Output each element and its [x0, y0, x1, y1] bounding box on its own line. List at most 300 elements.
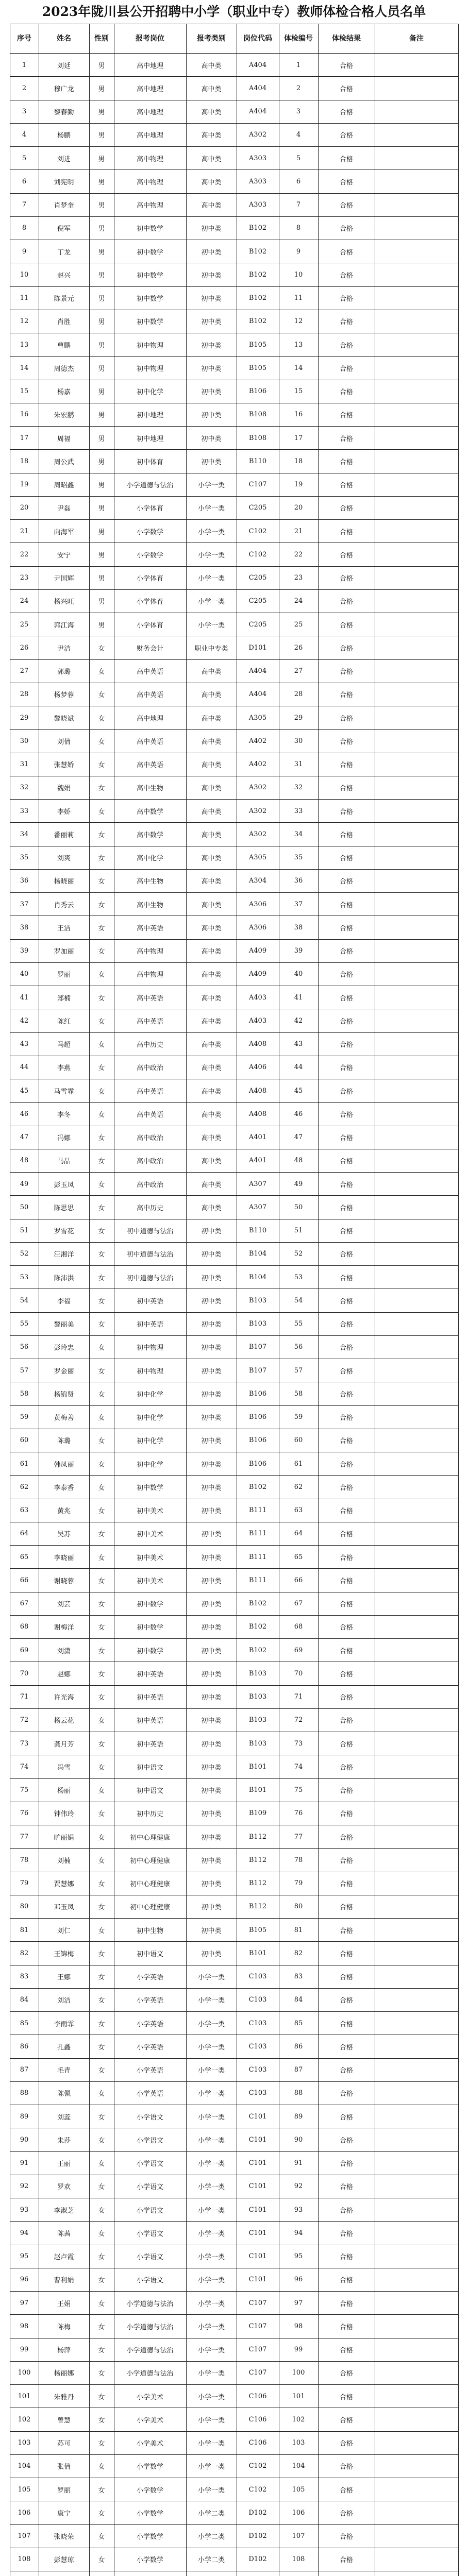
cell-name: 毛青	[39, 2058, 89, 2081]
cell-name: 黄兆	[39, 1499, 89, 1522]
cell-category: 小学一类	[186, 2105, 237, 2128]
cell-gender: 男	[89, 333, 114, 357]
table-row	[10, 2175, 458, 2198]
cell-position: 初中化学	[114, 1382, 186, 1405]
cell-position-code: C101	[237, 2128, 279, 2151]
cell-result: 合格	[318, 1522, 375, 1545]
cell-name: 李雨霏	[39, 2012, 89, 2035]
cell-result: 合格	[318, 566, 375, 589]
cell-gender: 女	[89, 2385, 114, 2408]
cell-name: 马超	[39, 1032, 89, 1056]
cell-position-code: B106	[237, 1452, 279, 1476]
cell-gender: 女	[89, 1312, 114, 1335]
cell-exam-number: 94	[279, 2222, 318, 2245]
cell-serial: 46	[10, 1103, 39, 1126]
cell-exam-number: 106	[279, 2501, 318, 2524]
cell-position: 初中语文	[114, 1942, 186, 1965]
cell-name: 罗雪花	[39, 1219, 89, 1242]
table-row	[10, 1289, 458, 1312]
cell-result: 合格	[318, 1942, 375, 1965]
cell-position: 初中心理健康	[114, 1825, 186, 1849]
cell-position-code: A404	[237, 77, 279, 100]
cell-position-code: A307	[237, 1173, 279, 1196]
cell-name: 李冬	[39, 1103, 89, 1126]
cell-remarks	[375, 2385, 458, 2408]
table-row	[10, 1173, 458, 1196]
table-row	[10, 1755, 458, 1778]
cell-position: 初中物理	[114, 1335, 186, 1359]
table-row	[10, 706, 458, 730]
cell-serial: 50	[10, 1196, 39, 1219]
cell-remarks	[375, 916, 458, 939]
cell-name: 罗加丽	[39, 939, 89, 962]
cell-serial: 90	[10, 2128, 39, 2151]
cell-gender: 女	[89, 2338, 114, 2361]
cell-gender: 女	[89, 893, 114, 916]
cell-remarks	[375, 2058, 458, 2081]
cell-category: 小学一类	[186, 2012, 237, 2035]
cell-name: 龚月芳	[39, 1732, 89, 1755]
cell-result: 合格	[318, 2385, 375, 2408]
cell-position: 小学英语	[114, 2058, 186, 2081]
cell-serial: 80	[10, 1895, 39, 1918]
cell-name: 杨兴旺	[39, 589, 89, 613]
cell-exam-number: 77	[279, 1825, 318, 1849]
cell-position-code: B105	[237, 1919, 279, 1942]
cell-exam-number	[279, 2571, 318, 2576]
cell-category: 小学一类	[186, 2081, 237, 2105]
cell-gender: 男	[89, 216, 114, 240]
cell-serial: 97	[10, 2292, 39, 2315]
cell-position: 初中化学	[114, 380, 186, 403]
table-row	[10, 2035, 458, 2058]
cell-gender: 女	[89, 2431, 114, 2454]
cell-result: 合格	[318, 1079, 375, 1103]
cell-result: 合格	[318, 123, 375, 146]
cell-name: 冯娜	[39, 1126, 89, 1149]
table-row	[10, 893, 458, 916]
cell-remarks	[375, 1755, 458, 1778]
cell-position: 小学道德与法治	[114, 2292, 186, 2315]
cell-position-code: A303	[237, 170, 279, 193]
cell-exam-number: 74	[279, 1755, 318, 1778]
table-row	[10, 1825, 458, 1849]
table-row	[10, 123, 458, 146]
cell-position-code: A302	[237, 800, 279, 823]
cell-remarks	[375, 520, 458, 543]
cell-category: 小学一类	[186, 543, 237, 566]
cell-remarks	[375, 1546, 458, 1569]
cell-exam-number: 48	[279, 1149, 318, 1172]
cell-name: 钟伟玲	[39, 1802, 89, 1825]
cell-gender: 女	[89, 1708, 114, 1732]
cell-gender: 女	[89, 1615, 114, 1638]
cell-result: 合格	[318, 683, 375, 706]
table-row	[10, 2431, 458, 2454]
cell-name: 杨丽娜	[39, 2361, 89, 2384]
table-row	[10, 1919, 458, 1942]
cell-category: 小学一类	[186, 473, 237, 496]
cell-gender: 男	[89, 520, 114, 543]
cell-serial: 22	[10, 543, 39, 566]
cell-serial: 59	[10, 1405, 39, 1429]
cell-category: 初中类	[186, 1335, 237, 1359]
cell-serial: 81	[10, 1919, 39, 1942]
cell-category: 小学一类	[186, 2408, 237, 2431]
cell-result: 合格	[318, 1359, 375, 1382]
cell-result: 合格	[318, 2058, 375, 2081]
cell-position-code: C103	[237, 2081, 279, 2105]
cell-name: 赵兴	[39, 263, 89, 286]
cell-result: 合格	[318, 1499, 375, 1522]
table-row	[10, 147, 458, 170]
cell-name: 刘洁	[39, 1988, 89, 2011]
cell-category: 高中类	[186, 1056, 237, 1079]
cell-gender: 女	[89, 1849, 114, 1872]
cell-serial: 28	[10, 683, 39, 706]
cell-gender: 女	[89, 1476, 114, 1499]
cell-name: 张倩	[39, 2454, 89, 2478]
cell-result: 合格	[318, 1802, 375, 1825]
cell-category: 小学一类	[186, 2385, 237, 2408]
cell-exam-number: 104	[279, 2454, 318, 2478]
cell-exam-number: 46	[279, 1103, 318, 1126]
cell-exam-number: 107	[279, 2524, 318, 2548]
table-row	[10, 1988, 458, 2011]
cell-exam-number: 44	[279, 1056, 318, 1079]
cell-serial: 55	[10, 1312, 39, 1335]
cell-serial: 95	[10, 2245, 39, 2268]
cell-result: 合格	[318, 2268, 375, 2291]
table-row	[10, 1569, 458, 1592]
cell-gender: 男	[89, 380, 114, 403]
cell-result: 合格	[318, 1708, 375, 1732]
table-row	[10, 1103, 458, 1126]
table-row	[10, 2548, 458, 2571]
cell-result: 合格	[318, 2524, 375, 2548]
cell-serial: 70	[10, 1662, 39, 1685]
cell-position-code: A409	[237, 962, 279, 986]
cell-result: 合格	[318, 403, 375, 426]
cell-result: 合格	[318, 520, 375, 543]
cell-exam-number: 89	[279, 2105, 318, 2128]
table-row	[10, 1056, 458, 1079]
cell-position: 高中地理	[114, 123, 186, 146]
cell-position: 初中语文	[114, 1778, 186, 1802]
table-row	[10, 1592, 458, 1615]
cell-gender: 女	[89, 1942, 114, 1965]
cell-name: 尹洁	[39, 636, 89, 659]
cell-exam-number: 17	[279, 427, 318, 450]
cell-remarks	[375, 589, 458, 613]
cell-position-code: D102	[237, 2524, 279, 2548]
cell-remarks	[375, 2338, 458, 2361]
cell-category: 初中类	[186, 1592, 237, 1615]
cell-gender: 女	[89, 1522, 114, 1545]
cell-result: 合格	[318, 1312, 375, 1335]
cell-serial: 96	[10, 2268, 39, 2291]
cell-category: 小学一类	[186, 566, 237, 589]
cell-result: 合格	[318, 1242, 375, 1265]
cell-serial: 31	[10, 753, 39, 776]
cell-result: 合格	[318, 54, 375, 77]
cell-gender: 女	[89, 869, 114, 892]
cell-position-code: C107	[237, 2315, 279, 2338]
table-row	[10, 1708, 458, 1732]
cell-exam-number: 62	[279, 1476, 318, 1499]
cell-gender: 女	[89, 1056, 114, 1079]
cell-category: 小学一类	[186, 2222, 237, 2245]
table-row	[10, 2198, 458, 2222]
cell-position: 小学道德与法治	[114, 473, 186, 496]
cell-category: 初中类	[186, 240, 237, 263]
cell-serial: 5	[10, 147, 39, 170]
cell-position: 高中化学	[114, 846, 186, 869]
cell-exam-number: 65	[279, 1546, 318, 1569]
cell-serial: 7	[10, 193, 39, 216]
header-gender: 性别	[89, 24, 114, 54]
cell-position-code: B102	[237, 1639, 279, 1662]
cell-serial: 14	[10, 357, 39, 380]
cell-remarks	[375, 1476, 458, 1499]
cell-category: 高中类	[186, 916, 237, 939]
cell-serial: 76	[10, 1802, 39, 1825]
cell-position: 小学道德与法治	[114, 2361, 186, 2384]
cell-category: 高中类	[186, 1196, 237, 1219]
cell-category: 小学一类	[186, 2315, 237, 2338]
cell-position-code: A402	[237, 753, 279, 776]
cell-position-code: B112	[237, 1849, 279, 1872]
cell-position: 高中数学	[114, 800, 186, 823]
cell-position: 初中化学	[114, 1452, 186, 1476]
cell-result: 合格	[318, 1965, 375, 1988]
cell-position: 小学英语	[114, 2081, 186, 2105]
cell-gender: 女	[89, 1965, 114, 1988]
cell-name: 李泰香	[39, 1476, 89, 1499]
cell-position: 初中历史	[114, 1802, 186, 1825]
cell-name: 周昭鑫	[39, 473, 89, 496]
cell-category: 高中类	[186, 1079, 237, 1103]
cell-position-code: B110	[237, 450, 279, 473]
cell-gender: 女	[89, 1219, 114, 1242]
cell-result: 合格	[318, 776, 375, 799]
cell-serial: 30	[10, 730, 39, 753]
cell-remarks	[375, 2315, 458, 2338]
cell-position-code: C107	[237, 2361, 279, 2384]
cell-gender: 女	[89, 1335, 114, 1359]
cell-name: 安宁	[39, 543, 89, 566]
table-header-row	[10, 24, 458, 54]
cell-remarks	[375, 2198, 458, 2222]
cell-category: 初中类	[186, 1522, 237, 1545]
cell-position: 高中政治	[114, 1126, 186, 1149]
cell-result: 合格	[318, 1103, 375, 1126]
cell-result: 合格	[318, 1825, 375, 1849]
cell-category: 初中类	[186, 1849, 237, 1872]
cell-serial: 2	[10, 77, 39, 100]
cell-result: 合格	[318, 1289, 375, 1312]
cell-name: 郑楠	[39, 986, 89, 1009]
cell-category: 高中类	[186, 869, 237, 892]
cell-position: 小学语文	[114, 2222, 186, 2245]
cell-result: 合格	[318, 706, 375, 730]
cell-remarks	[375, 1662, 458, 1685]
cell-gender: 女	[89, 2222, 114, 2245]
cell-gender: 女	[89, 2501, 114, 2524]
cell-serial: 56	[10, 1335, 39, 1359]
cell-serial: 60	[10, 1429, 39, 1452]
cell-position: 初中数学	[114, 240, 186, 263]
table-row	[10, 986, 458, 1009]
cell-gender: 女	[89, 1126, 114, 1149]
cell-remarks	[375, 613, 458, 636]
cell-name: 刘倩	[39, 730, 89, 753]
cell-result: 合格	[318, 2408, 375, 2431]
cell-category: 初中类	[186, 403, 237, 426]
cell-exam-number: 96	[279, 2268, 318, 2291]
table-row	[10, 1499, 458, 1522]
cell-serial: 12	[10, 310, 39, 333]
cell-position-code: A408	[237, 1079, 279, 1103]
cell-result: 合格	[318, 1895, 375, 1918]
cell-result: 合格	[318, 1919, 375, 1942]
cell-remarks	[375, 1242, 458, 1265]
cell-exam-number: 105	[279, 2478, 318, 2501]
cell-name: 刘潇	[39, 1639, 89, 1662]
cell-gender: 女	[89, 846, 114, 869]
cell-serial: 20	[10, 496, 39, 519]
cell-exam-number: 97	[279, 2292, 318, 2315]
cell-category: 高中类	[186, 193, 237, 216]
cell-position: 高中英语	[114, 916, 186, 939]
cell-category: 初中类	[186, 1755, 237, 1778]
cell-serial: 49	[10, 1173, 39, 1196]
cell-position-code: B102	[237, 310, 279, 333]
cell-result: 合格	[318, 2035, 375, 2058]
cell-category: 小学一类	[186, 589, 237, 613]
table-row	[10, 193, 458, 216]
cell-gender: 女	[89, 1173, 114, 1196]
cell-position-code: C101	[237, 2105, 279, 2128]
table-row	[10, 1196, 458, 1219]
cell-result: 合格	[318, 2454, 375, 2478]
cell-remarks	[375, 240, 458, 263]
cell-remarks	[375, 543, 458, 566]
cell-name: 王娜	[39, 1965, 89, 1988]
table-row	[10, 2058, 458, 2081]
table-row	[10, 403, 458, 426]
cell-gender: 女	[89, 2175, 114, 2198]
cell-serial: 106	[10, 2501, 39, 2524]
cell-remarks	[375, 2431, 458, 2454]
cell-gender: 女	[89, 1452, 114, 1476]
cell-result: 合格	[318, 1219, 375, 1242]
cell-remarks	[375, 1429, 458, 1452]
cell-exam-number: 64	[279, 1522, 318, 1545]
cell-position: 高中英语	[114, 683, 186, 706]
cell-position: 高中数学	[114, 823, 186, 846]
cell-gender: 女	[89, 1242, 114, 1265]
cell-name: 朱雅丹	[39, 2385, 89, 2408]
cell-exam-number: 14	[279, 357, 318, 380]
cell-result: 合格	[318, 893, 375, 916]
cell-name: 番丽莉	[39, 823, 89, 846]
cell-position-code: B101	[237, 1942, 279, 1965]
cell-position-code: B111	[237, 1546, 279, 1569]
table-row	[10, 916, 458, 939]
table-row	[10, 1778, 458, 1802]
table-row	[10, 2454, 458, 2478]
cell-name: 王洁	[39, 916, 89, 939]
cell-position-code: C205	[237, 589, 279, 613]
cell-name: 陈红	[39, 1009, 89, 1032]
cell-remarks	[375, 1079, 458, 1103]
table-row	[10, 240, 458, 263]
cell-position: 初中生物	[114, 1919, 186, 1942]
cell-exam-number: 2	[279, 77, 318, 100]
cell-gender: 女	[89, 753, 114, 776]
cell-result: 合格	[318, 869, 375, 892]
cell-position: 小学英语	[114, 2035, 186, 2058]
cell-result: 合格	[318, 1009, 375, 1032]
cell-position-code: B107	[237, 1359, 279, 1382]
cell-result: 合格	[318, 1266, 375, 1289]
cell-position: 小学道德与法治	[114, 2315, 186, 2338]
cell-exam-number: 84	[279, 1988, 318, 2011]
cell-gender: 女	[89, 1685, 114, 1708]
cell-exam-number: 52	[279, 1242, 318, 1265]
cell-gender: 女	[89, 2408, 114, 2431]
cell-position: 高中英语	[114, 753, 186, 776]
cell-exam-number: 7	[279, 193, 318, 216]
cell-name: 尹国辉	[39, 566, 89, 589]
cell-position: 初中语文	[114, 1755, 186, 1778]
cell-exam-number: 80	[279, 1895, 318, 1918]
cell-position-code: B103	[237, 1732, 279, 1755]
table-row	[10, 1615, 458, 1638]
table-row	[10, 1452, 458, 1476]
cell-exam-number: 45	[279, 1079, 318, 1103]
cell-serial: 33	[10, 800, 39, 823]
cell-serial: 71	[10, 1685, 39, 1708]
cell-position-code: A404	[237, 54, 279, 77]
cell-name: 李淑芝	[39, 2198, 89, 2222]
cell-result: 合格	[318, 100, 375, 123]
cell-gender	[89, 2571, 114, 2576]
cell-serial: 52	[10, 1242, 39, 1265]
cell-remarks	[375, 1173, 458, 1196]
table-row	[10, 869, 458, 892]
table-row	[10, 496, 458, 519]
cell-remarks	[375, 706, 458, 730]
cell-gender: 女	[89, 2548, 114, 2571]
cell-remarks	[375, 2524, 458, 2548]
cell-position-code: D102	[237, 2501, 279, 2524]
table-row	[10, 589, 458, 613]
cell-gender: 女	[89, 2198, 114, 2222]
cell-position: 初中数学	[114, 310, 186, 333]
cell-position: 初中地理	[114, 403, 186, 426]
cell-gender: 女	[89, 1755, 114, 1778]
cell-category: 初中类	[186, 1289, 237, 1312]
cell-remarks	[375, 939, 458, 962]
cell-position-code: A304	[237, 869, 279, 892]
cell-remarks	[375, 450, 458, 473]
cell-exam-number: 12	[279, 310, 318, 333]
cell-category: 初中类	[186, 263, 237, 286]
cell-category: 高中类	[186, 54, 237, 77]
cell-remarks	[375, 1615, 458, 1638]
